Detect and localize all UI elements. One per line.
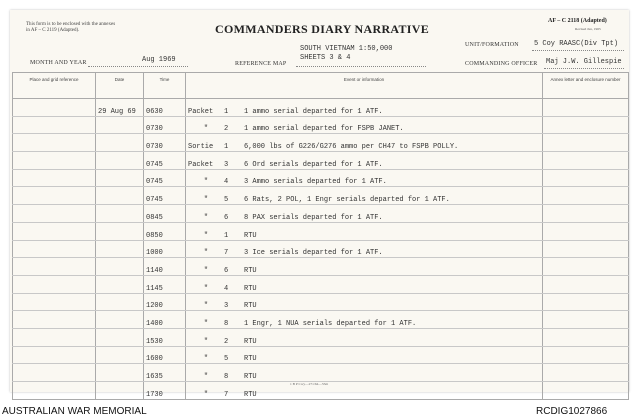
reference-map-label: REFERENCE MAP: [235, 61, 287, 67]
table-row: [13, 152, 629, 170]
event-cell: [186, 152, 543, 170]
event-text: RTU: [244, 390, 257, 399]
place-cell: [13, 346, 96, 364]
date-cell: [96, 364, 144, 382]
time-cell: 0845: [144, 205, 186, 223]
event-text: RTU: [244, 284, 257, 293]
column-header-date: Date: [96, 73, 144, 99]
date-cell: [96, 134, 144, 152]
printer-note: 1 B P Cwy—271/64—55m: [290, 382, 329, 386]
annex-cell: [543, 328, 629, 346]
date-cell: [96, 293, 144, 311]
page-title: COMMANDERS DIARY NARRATIVE: [215, 22, 430, 36]
time-cell: 1600: [144, 346, 186, 364]
serial-number: 3: [224, 160, 229, 169]
reference-map-value-2: SHEETS 3 & 4: [300, 54, 351, 62]
event-text: RTU: [244, 302, 257, 311]
place-cell: [13, 293, 96, 311]
event-text: RTU: [244, 373, 257, 381]
serial-ref: ": [203, 319, 209, 328]
date-cell: [96, 275, 144, 293]
serial-ref: ": [203, 231, 209, 240]
diary-table: [12, 72, 629, 400]
serial-number: 8: [224, 319, 229, 328]
event-cell: [186, 134, 543, 152]
serial-number: 3: [224, 302, 229, 311]
annex-cell: [543, 222, 629, 240]
serial-ref: Packet: [188, 160, 214, 169]
time-cell: 0630: [144, 99, 186, 117]
serial-number: 6: [224, 213, 229, 222]
annex-cell: [543, 240, 629, 258]
table-row: [13, 311, 629, 329]
table-row: [13, 116, 629, 134]
serial-ref: ": [203, 390, 209, 399]
time-cell: 1730: [144, 382, 186, 400]
unit-label: UNIT/FORMATION: [465, 42, 519, 48]
date-cell: [96, 222, 144, 240]
time-cell: 0850: [144, 222, 186, 240]
enclosure-note: This form is to be enclosed with the annexes in AF – C 2119 (Adapted).: [26, 22, 116, 33]
table-row: [13, 275, 629, 293]
time-cell: 1530: [144, 328, 186, 346]
time-cell: 1200: [144, 293, 186, 311]
place-cell: [13, 99, 96, 117]
serial-number: 5: [224, 355, 229, 364]
time-cell: 1000: [144, 240, 186, 258]
serial-ref: Sortie: [188, 143, 214, 152]
place-cell: [13, 222, 96, 240]
time-cell: 0745: [144, 187, 186, 205]
serial-number: 1: [224, 143, 229, 152]
event-cell: [186, 116, 543, 134]
date-cell: [96, 240, 144, 258]
serial-number: 7: [224, 390, 229, 399]
event-cell: [186, 187, 543, 205]
place-cell: [13, 152, 96, 170]
place-cell: [13, 311, 96, 329]
event-cell: [186, 205, 543, 223]
place-cell: [13, 364, 96, 382]
place-cell: [13, 275, 96, 293]
event-cell: [186, 328, 543, 346]
annex-cell: [543, 258, 629, 276]
unit-value: 5 Coy RAASC(Div Tpt): [534, 40, 619, 48]
place-cell: [13, 328, 96, 346]
serial-number: 2: [224, 337, 229, 346]
event-cell: [186, 382, 543, 400]
serial-ref: ": [203, 373, 209, 381]
serial-ref: ": [203, 302, 209, 311]
event-text: RTU: [244, 337, 257, 346]
event-cell: [186, 169, 543, 187]
commanding-officer-value: Maj J.W. Gillespie: [546, 58, 622, 66]
serial-number: 4: [224, 284, 229, 293]
event-cell: [186, 99, 543, 117]
serial-number: 2: [224, 125, 229, 134]
footer-archive-name: AUSTRALIAN WAR MEMORIAL: [2, 406, 147, 417]
serial-ref: ": [203, 284, 209, 293]
time-cell: 0730: [144, 134, 186, 152]
date-cell: [96, 116, 144, 134]
column-header-event: Event or information: [186, 73, 543, 99]
table-row: [13, 293, 629, 311]
time-cell: 1145: [144, 275, 186, 293]
date-cell: [96, 346, 144, 364]
place-cell: [13, 258, 96, 276]
table-body: [13, 99, 629, 400]
table-header-row: [13, 73, 629, 99]
table-row: [13, 169, 629, 187]
serial-ref: ": [203, 125, 209, 134]
serial-ref: Packet: [188, 107, 214, 116]
event-text: 6 Rats, 2 POL, 1 Engr serials departed for 1 ATF.: [244, 196, 450, 205]
place-cell: [13, 116, 96, 134]
serial-number: 1: [224, 107, 229, 116]
column-header-annex: Annex letter and enclosure number: [543, 73, 629, 99]
date-cell: [96, 187, 144, 205]
footer-record-id: RCDIG1027866: [536, 406, 608, 417]
month-year-label: MONTH AND YEAR: [30, 60, 87, 66]
serial-ref: ": [203, 213, 209, 222]
serial-ref: ": [203, 178, 209, 187]
annex-cell: [543, 116, 629, 134]
annex-cell: [543, 293, 629, 311]
date-cell: [96, 205, 144, 223]
serial-ref: ": [203, 196, 209, 205]
event-cell: [186, 364, 543, 382]
serial-number: 6: [224, 266, 229, 275]
event-cell: [186, 222, 543, 240]
event-cell: [186, 311, 543, 329]
annex-cell: [543, 169, 629, 187]
time-cell: 1400: [144, 311, 186, 329]
table-row: [13, 205, 629, 223]
date-cell: [96, 152, 144, 170]
month-year-value: Aug 1969: [142, 56, 176, 64]
serial-number: 8: [224, 373, 229, 381]
table-row: [13, 134, 629, 152]
time-cell: 1635: [144, 364, 186, 382]
reference-map-value-1: SOUTH VIETNAM 1:50,000: [300, 45, 393, 53]
serial-ref: ": [203, 337, 209, 346]
table-row: [13, 364, 629, 382]
annex-cell: [543, 187, 629, 205]
event-cell: [186, 293, 543, 311]
serial-number: 5: [224, 196, 229, 205]
annex-cell: [543, 152, 629, 170]
annex-cell: [543, 205, 629, 223]
date-cell: 29 Aug 69: [96, 99, 144, 117]
place-cell: [13, 240, 96, 258]
serial-ref: ": [203, 266, 209, 275]
annex-cell: [543, 346, 629, 364]
event-text: RTU: [244, 355, 257, 364]
serial-number: 1: [224, 231, 229, 240]
event-text: RTU: [244, 266, 257, 275]
event-text: 8 PAX serials departed for 1 ATF.: [244, 213, 383, 222]
serial-ref: ": [203, 355, 209, 364]
column-header-place: Place and grid reference: [13, 73, 96, 99]
event-text: 1 Engr, 1 NUA serials departed for 1 ATF.: [244, 319, 417, 328]
time-cell: 1140: [144, 258, 186, 276]
column-header-time: Time: [144, 73, 186, 99]
table-row: [13, 240, 629, 258]
date-cell: [96, 311, 144, 329]
form-number: AF – C 2118 (Adapted): [548, 18, 607, 24]
serial-ref: ": [203, 249, 209, 258]
place-cell: [13, 169, 96, 187]
event-text: 3 Ammo serials departed for 1 ATF.: [244, 178, 387, 187]
table-row: [13, 346, 629, 364]
table-row: [13, 258, 629, 276]
event-text: 6,000 lbs of G226/G276 ammo per CH47 to FSPB POLLY.: [244, 143, 459, 152]
table-row: [13, 222, 629, 240]
event-cell: [186, 275, 543, 293]
place-cell: [13, 187, 96, 205]
place-cell: [13, 382, 96, 400]
revised-date: Revised Jun, 1965: [575, 27, 601, 31]
time-cell: 0730: [144, 116, 186, 134]
commanding-officer-label: COMMANDING OFFICER: [465, 61, 538, 67]
date-cell: [96, 169, 144, 187]
annex-cell: [543, 382, 629, 400]
date-cell: [96, 382, 144, 400]
event-text: 1 ammo serial departed for FSPB JANET.: [244, 125, 404, 134]
event-text: 1 ammo serial departed for 1 ATF.: [244, 107, 383, 116]
event-cell: [186, 240, 543, 258]
date-cell: [96, 328, 144, 346]
time-cell: 0745: [144, 169, 186, 187]
date-cell: [96, 258, 144, 276]
serial-number: 4: [224, 178, 229, 187]
event-text: 6 Ord serials departed for 1 ATF.: [244, 160, 383, 169]
event-text: RTU: [244, 231, 257, 240]
annex-cell: [543, 134, 629, 152]
time-cell: 0745: [144, 152, 186, 170]
annex-cell: [543, 311, 629, 329]
event-cell: [186, 258, 543, 276]
serial-number: 7: [224, 249, 229, 258]
event-cell: [186, 346, 543, 364]
annex-cell: [543, 275, 629, 293]
table-row: [13, 187, 629, 205]
place-cell: [13, 134, 96, 152]
event-text: 3 Ice serials departed for 1 ATF.: [244, 249, 383, 258]
annex-cell: [543, 99, 629, 117]
place-cell: [13, 205, 96, 223]
table-row: [13, 99, 629, 117]
table-row: [13, 328, 629, 346]
annex-cell: [543, 364, 629, 382]
